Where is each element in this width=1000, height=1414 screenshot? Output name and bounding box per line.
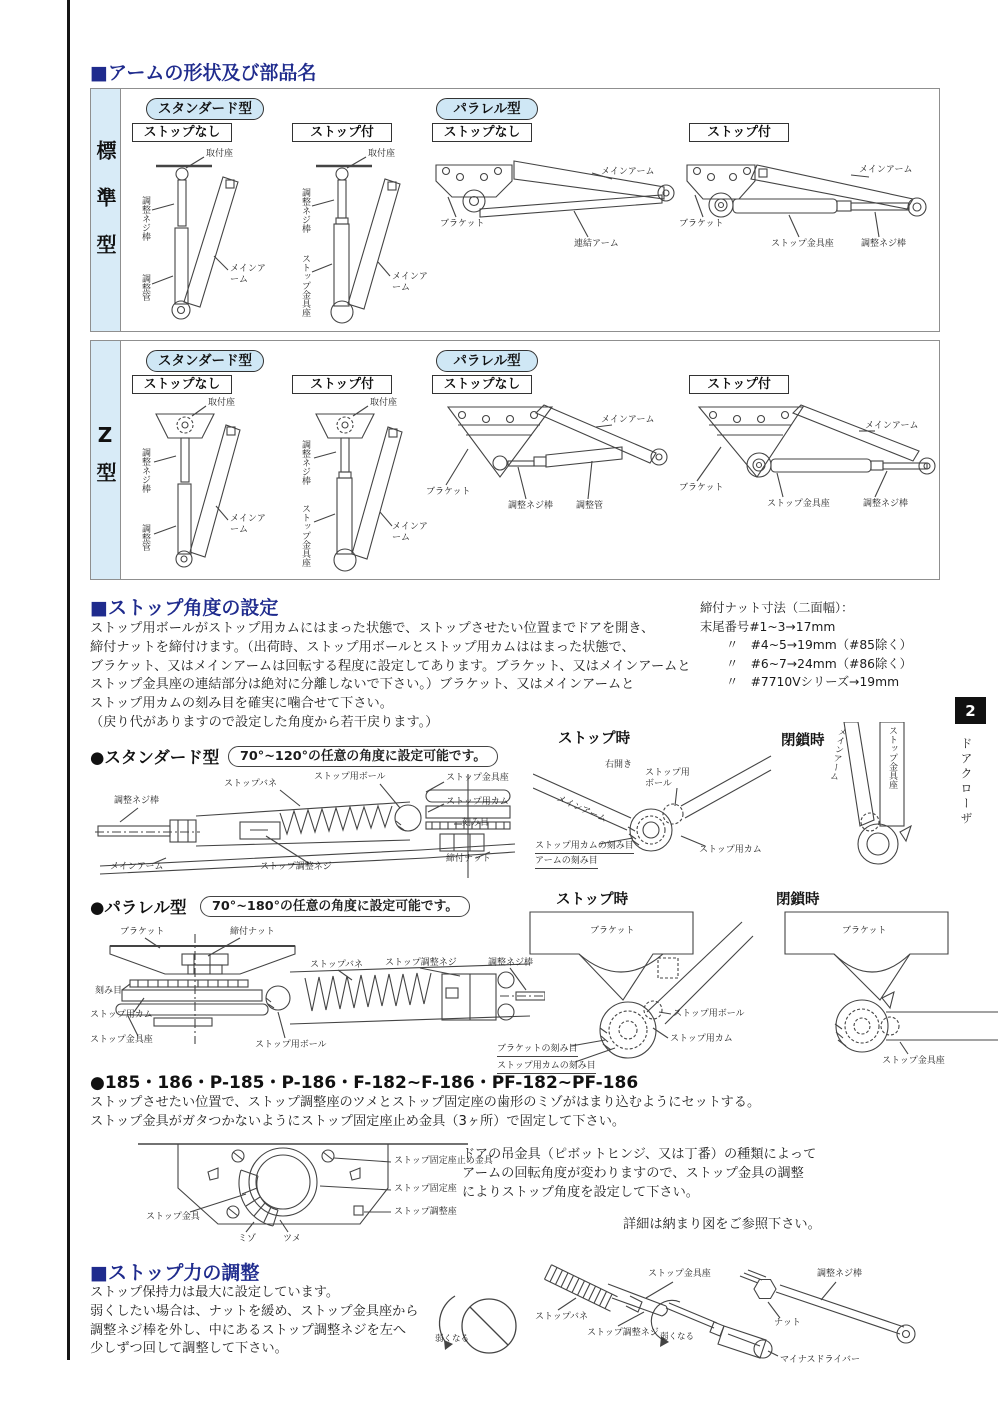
arm-drawing [426, 147, 681, 265]
part-label: 調整ネジ棒 [863, 499, 909, 509]
standard-angle-range: 70°~120°の任意の角度に設定可能です。 [228, 746, 498, 767]
part-label: ナット [774, 1318, 801, 1328]
pill-parallel-arm: パラレル型 [436, 350, 538, 372]
part-label: 取付座 [368, 149, 396, 159]
part-label: ストップ固定座 [394, 1184, 457, 1194]
part-label: メインアーム [110, 862, 164, 872]
part-label: ストップ金具座 [882, 1056, 945, 1066]
paragraph-line: ブラケット、又はメインアームは回転する程度に設定してあります。ブラケット、又はメインアームと [90, 658, 691, 674]
part-label: ストップバネ [224, 779, 278, 789]
part-label: 調整ネジ棒 [300, 188, 310, 233]
part-label: ストップ金具座 [90, 1035, 153, 1045]
screw-head-drawing [425, 1292, 525, 1364]
paragraph-line: によりストップ角度を設定して下さい。 [462, 1184, 699, 1200]
part-label: ブラケット [440, 219, 485, 229]
part-label: ストップ金具座 [648, 1269, 711, 1279]
pill-standard-arm: スタンダード型 [146, 98, 264, 120]
part-label: ストップ用ボール [645, 768, 690, 789]
part-label: 調整ネジ棒 [488, 958, 534, 968]
part-label: ストップ調整ネジ [587, 1328, 659, 1338]
bracket-label: ブラケット [590, 926, 635, 936]
part-label: ブラケット [679, 483, 724, 493]
fig-standard-with-stop [286, 144, 446, 326]
fig-z-standard-no-stop [126, 396, 286, 574]
nut-note-line: 〃 #6~7→24mm（#86除く） [726, 656, 912, 671]
part-label: 取付座 [206, 149, 234, 159]
part-label: マイナスドライバー [780, 1355, 861, 1365]
part-label: ストップ金具座 [887, 726, 897, 789]
part-label: ブラケットの刻み目 [497, 1044, 578, 1057]
fig-standard-closed-time [826, 722, 940, 874]
fig-parallel-no-stop [426, 147, 681, 265]
tightening-nut-size-note [700, 599, 912, 692]
part-label: ストップ用ボール [673, 1009, 745, 1019]
part-label: ストップ用カムの刻み目 [535, 841, 634, 854]
fig-parallel-stop-time [495, 906, 757, 1078]
fig-parallel-cutaway [90, 916, 545, 1068]
part-label: 締付ナット [230, 927, 275, 937]
closed-time-heading: 閉鎖時 [781, 733, 825, 749]
part-label: 取付座 [208, 398, 236, 408]
stop-yes-label: ストップ付 [292, 123, 392, 142]
part-label: 刻み目 [462, 818, 490, 828]
part-label: メインアーム [601, 167, 655, 177]
parallel-angle-bullet: ●パラレル型 [90, 898, 187, 917]
part-label: 調整ネジ棒 [508, 501, 554, 511]
arm-drawing [679, 399, 937, 531]
standard-type-side-label: 標準型 [93, 139, 117, 281]
stop-no-label: ストップなし [132, 375, 232, 394]
fig-parallel-closed-time [770, 906, 1000, 1078]
part-label: 刻み目 [95, 986, 123, 996]
part-label: メインアーム [392, 272, 428, 293]
z-type-box [90, 340, 940, 580]
paragraph-line: ストップ用カムの刻み目を確実に噛合せて下さい。 [90, 696, 393, 712]
part-label: ブラケット [679, 219, 724, 229]
paragraph-line: 調整ネジ棒を外し、中にあるストップ調整ネジを左へ [90, 1322, 407, 1338]
weaker-label: 弱くなる [435, 1334, 470, 1344]
stop-yes-label: ストップ付 [292, 375, 392, 394]
part-label: ストップ金具座 [771, 239, 834, 249]
part-label: メインアーム [865, 421, 919, 431]
part-label: 取付座 [370, 398, 398, 408]
paragraph-line: （戻り代がありますので設定した角度から若干戻ります。） [90, 714, 439, 730]
side-tab-label: ドアクローザ [959, 737, 973, 827]
reference-note: 詳細は納まり図をご参照下さい。 [623, 1217, 821, 1232]
stop-no-label: ストップなし [432, 123, 532, 142]
fig-z-parallel-no-stop [426, 399, 681, 531]
page-spine-rule [67, 0, 70, 1360]
part-label: ストップ金具座 [446, 773, 509, 783]
paragraph-line: ストップ金具がガタつかないようにストップ固定座止め金具（3ヶ所）で固定して下さい。 [90, 1113, 626, 1129]
force-adjustment-drawing [518, 1256, 963, 1408]
part-label: ストップ用ボール [314, 772, 386, 782]
nut-note-line: 締付ナット寸法（二面幅）： [700, 601, 854, 615]
stop-no-label: ストップなし [432, 375, 532, 394]
paragraph-line: ストップ用ボールがストップ用カムにはまった状態で、ストップさせたい位置までドアを開き、 [90, 621, 655, 636]
part-label: 調整管 [140, 274, 150, 301]
paragraph-line: ストップさせたい位置で、ストップ調整座のツメとストップ固定座の歯形のミゾがはまり込むようにセットする。 [90, 1095, 761, 1110]
stop-time-heading: ストップ時 [556, 892, 629, 908]
part-label: メインアーム [554, 794, 608, 825]
part-label: ストップ用カム [699, 845, 762, 855]
part-label: 調整管 [140, 524, 150, 551]
part-label: 締付ナット [446, 854, 491, 864]
standard-angle-bullet: ●スタンダード型 [90, 748, 220, 767]
part-label: ストップ用カムの刻み目 [497, 1061, 596, 1074]
paragraph-line: 少しずつ回して調整して下さい。 [90, 1341, 288, 1357]
models-heading: ●185・186・P-185・P-186・F-182~F-186・PF-182~PF-186 [90, 1073, 639, 1093]
part-label: メインアーム [859, 165, 913, 175]
part-label: 調整ネジ棒 [140, 196, 150, 241]
part-label: メインアーム [230, 264, 266, 285]
fig-z-standard-with-stop [286, 396, 446, 574]
part-label: ストップ固定座止め金具 [394, 1156, 493, 1166]
page-tab: 2 [955, 697, 986, 724]
nut-note-line: 末尾番号#1~3→17mm [700, 619, 836, 634]
fig-z-parallel-with-stop [679, 399, 937, 531]
paragraph-line: 締付ナットを締付けます。（出荷時、ストップ用ボールとストップ用カムははまった状態で、 [90, 639, 635, 655]
fig-screw-head [425, 1292, 525, 1364]
part-label: ストップ調整座 [394, 1207, 457, 1217]
part-label: ストップ金具座 [300, 504, 310, 567]
z-type-side-strip [91, 341, 121, 579]
part-label: メインアーム [230, 514, 266, 535]
nut-note-line: 〃 #7710Vシリーズ→19mm [726, 675, 900, 690]
paragraph-line: 弱くしたい場合は、ナットを緩め、ストップ金具座から [90, 1303, 419, 1319]
part-label: ブラケット [120, 927, 165, 937]
stop-force-section-title: ■ストップ力の調整 [90, 1262, 260, 1284]
open-direction-label: 右開き [605, 760, 633, 770]
part-label: メインアーム [392, 522, 428, 543]
part-label: ストップ用ボール [255, 1040, 327, 1050]
parallel-angle-range: 70°~180°の任意の角度に設定可能です。 [200, 896, 470, 917]
part-label: 調整ネジ棒 [300, 440, 310, 485]
fig-stop-fixing-seat [138, 1136, 493, 1264]
part-label: ストップ用カム [90, 1010, 153, 1020]
paragraph-line: ストップ金具座の連結部分は絶対に分離しないで下さい。）ブラケット、又はメインアームと [90, 677, 635, 693]
part-label: ブラケット [426, 487, 471, 497]
weaker-label: 弱くなる [660, 1332, 695, 1342]
part-label: ストップ用カム [446, 797, 509, 807]
closed-time-heading: 閉鎖時 [776, 892, 820, 908]
hinge-note-paragraph [462, 1146, 816, 1202]
part-label: アームの刻み目 [535, 856, 598, 869]
paragraph-line: アームの回転角度が変わりますので、ストップ金具の調整 [462, 1165, 804, 1181]
part-label: メインアーム [827, 726, 847, 782]
part-label: ストップ調整ネジ [260, 862, 332, 872]
part-label: 調整管 [576, 501, 604, 511]
z-type-side-label: Z型 [93, 423, 117, 497]
paragraph-line: ストップ保持力は最大に設定しています。 [90, 1285, 340, 1300]
part-label: 調整ネジ棒 [140, 448, 150, 493]
stop-time-heading: ストップ時 [558, 731, 631, 747]
fig-standard-no-stop [126, 144, 286, 326]
stop-no-label: ストップなし [132, 123, 232, 142]
part-label: ストップバネ [535, 1312, 589, 1322]
part-label: 調整ネジ棒 [114, 796, 160, 806]
nut-note-line: 〃 #4~5→19mm（#85除く） [726, 638, 912, 653]
fig-force-adjustment [518, 1256, 963, 1408]
part-label: ストップ用カム [670, 1034, 733, 1044]
part-label: メインアーム [601, 415, 655, 425]
part-label: ツメ [283, 1234, 301, 1244]
part-label: 調整ネジ棒 [817, 1269, 863, 1279]
paragraph-line: ドアの吊金具（ピボットヒンジ、又は丁番）の種類によって [462, 1147, 817, 1162]
pill-parallel-arm: パラレル型 [436, 98, 538, 120]
part-label: ストップ金具座 [767, 499, 830, 509]
stop-yes-label: ストップ付 [689, 375, 789, 394]
pill-standard-arm: スタンダード型 [146, 350, 264, 372]
arm-section-title: ■アームの形状及び部品名 [90, 62, 317, 84]
part-label: 連結アーム [574, 239, 619, 249]
stop-yes-label: ストップ付 [689, 123, 789, 142]
fig-standard-stop-time [533, 744, 773, 882]
bracket-label: ブラケット [842, 926, 887, 936]
part-label: ストップ金具 [146, 1212, 200, 1222]
fig-parallel-with-stop [679, 147, 937, 265]
standard-type-side-strip [91, 89, 121, 331]
stop-angle-section-title: ■ストップ角度の設定 [90, 597, 279, 619]
part-label: ミゾ [238, 1234, 257, 1244]
part-label: 調整ネジ棒 [861, 239, 907, 249]
stop-force-paragraph [90, 1284, 419, 1359]
stop-angle-paragraph [90, 620, 691, 733]
part-label: ストップ調整ネジ [385, 958, 457, 968]
standard-type-box [90, 88, 940, 332]
part-label: ストップバネ [310, 960, 364, 970]
fig-standard-cutaway [90, 766, 540, 886]
part-label: ストップ金具座 [300, 254, 310, 317]
models-paragraph [90, 1094, 760, 1132]
